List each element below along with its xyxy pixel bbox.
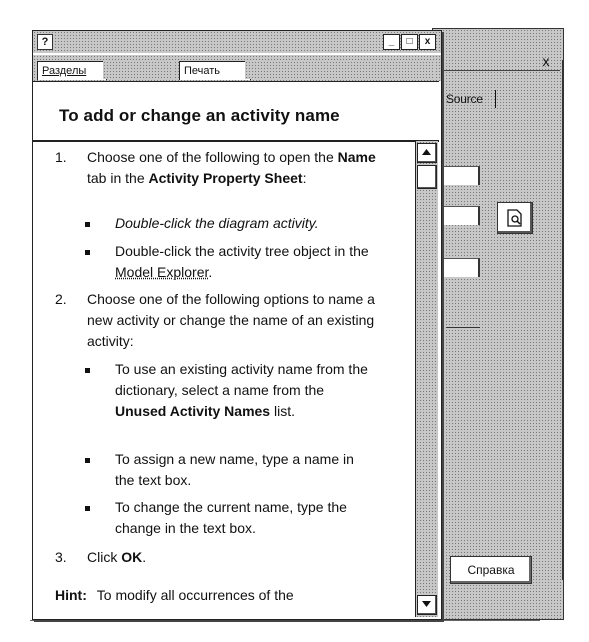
step-text-part: : (302, 170, 307, 186)
arrow-down-icon (422, 601, 431, 607)
scroll-thumb[interactable] (417, 165, 437, 189)
help-button[interactable]: Справка (450, 556, 532, 584)
step-text (87, 147, 387, 189)
background-dialog-edge (562, 60, 564, 580)
step-text (87, 547, 387, 568)
scroll-up-button[interactable] (417, 143, 437, 163)
bullet-icon (85, 458, 90, 463)
topic-heading: To add or change an activity name (59, 106, 340, 125)
step-number: 2. (55, 291, 67, 307)
help-window (32, 30, 442, 620)
step-number: 1. (55, 149, 67, 165)
close-button[interactable]: x (419, 34, 436, 50)
arrow-up-icon (422, 149, 431, 155)
background-dialog (432, 28, 564, 620)
help-icon: ? (37, 34, 53, 50)
bullet-icon (85, 506, 90, 511)
background-rule (446, 327, 480, 328)
step-bold-term: Activity Property Sheet (148, 170, 303, 186)
minimize-button[interactable]: _ (383, 34, 400, 50)
toolbar-spacer (103, 61, 173, 79)
vertical-scrollbar[interactable] (415, 141, 438, 617)
step-text-part: Choose one of the following to open the (87, 149, 338, 165)
bullet-text-part: . (208, 264, 213, 280)
hint-text: To modify all occurrences of the (96, 587, 294, 603)
sections-label: Разделы (42, 65, 87, 77)
model-explorer-link[interactable]: Model Explorer (115, 264, 209, 280)
step-text-part: . (142, 549, 147, 565)
bullet-text: To change the current name, type the change in the text box. (115, 499, 347, 536)
hint-label: Hint: (55, 587, 87, 603)
hint (55, 585, 395, 606)
bullet-bold-term: Unused Activity Names (115, 403, 271, 419)
background-field-2[interactable] (442, 206, 480, 225)
bullet-text: To assign a new name, type a name in the text box. (115, 451, 354, 488)
background-field-3[interactable] (442, 258, 480, 277)
scroll-down-button[interactable] (417, 595, 437, 615)
title-bar[interactable] (33, 31, 441, 53)
background-close-button[interactable]: x (542, 53, 550, 69)
bullet-text: Double-click the diagram activity. (115, 215, 319, 231)
bullet-text (115, 359, 370, 422)
background-bottom-line (30, 620, 540, 621)
background-divider (440, 70, 560, 71)
step-bold-term: OK (121, 549, 143, 565)
bullet-text (115, 241, 370, 283)
document-preview-button[interactable] (497, 202, 533, 234)
print-button[interactable] (179, 61, 251, 80)
topic-content (33, 141, 419, 617)
maximize-button[interactable]: □ (401, 34, 418, 50)
topic-header (33, 81, 439, 142)
step-text: Choose one of the following options to name a new activity or change the name of an existing activity: (87, 291, 375, 349)
step-number: 3. (55, 549, 67, 565)
bullet-icon (85, 222, 90, 227)
toolbar (33, 55, 441, 81)
tab-separator (495, 90, 496, 108)
bullet-icon (85, 250, 90, 255)
source-tab[interactable]: Source (446, 92, 483, 106)
print-label: Печать (184, 65, 221, 77)
document-preview-icon (507, 209, 523, 227)
toolbar-spacer-right (245, 61, 435, 79)
step-text-part: Click (87, 549, 122, 565)
background-field-1[interactable] (442, 166, 480, 185)
bullet-text-part: To use an existing activity name from the dictionary, select a name from the (115, 361, 368, 398)
step-text-part: tab in the (87, 170, 149, 186)
bullet-text-part: Double-click the activity tree object in the (115, 243, 369, 259)
bullet-text-part: list. (270, 403, 295, 419)
step-bold-term: Name (337, 149, 376, 165)
bullet-icon (85, 368, 90, 373)
sections-button[interactable] (37, 61, 107, 80)
